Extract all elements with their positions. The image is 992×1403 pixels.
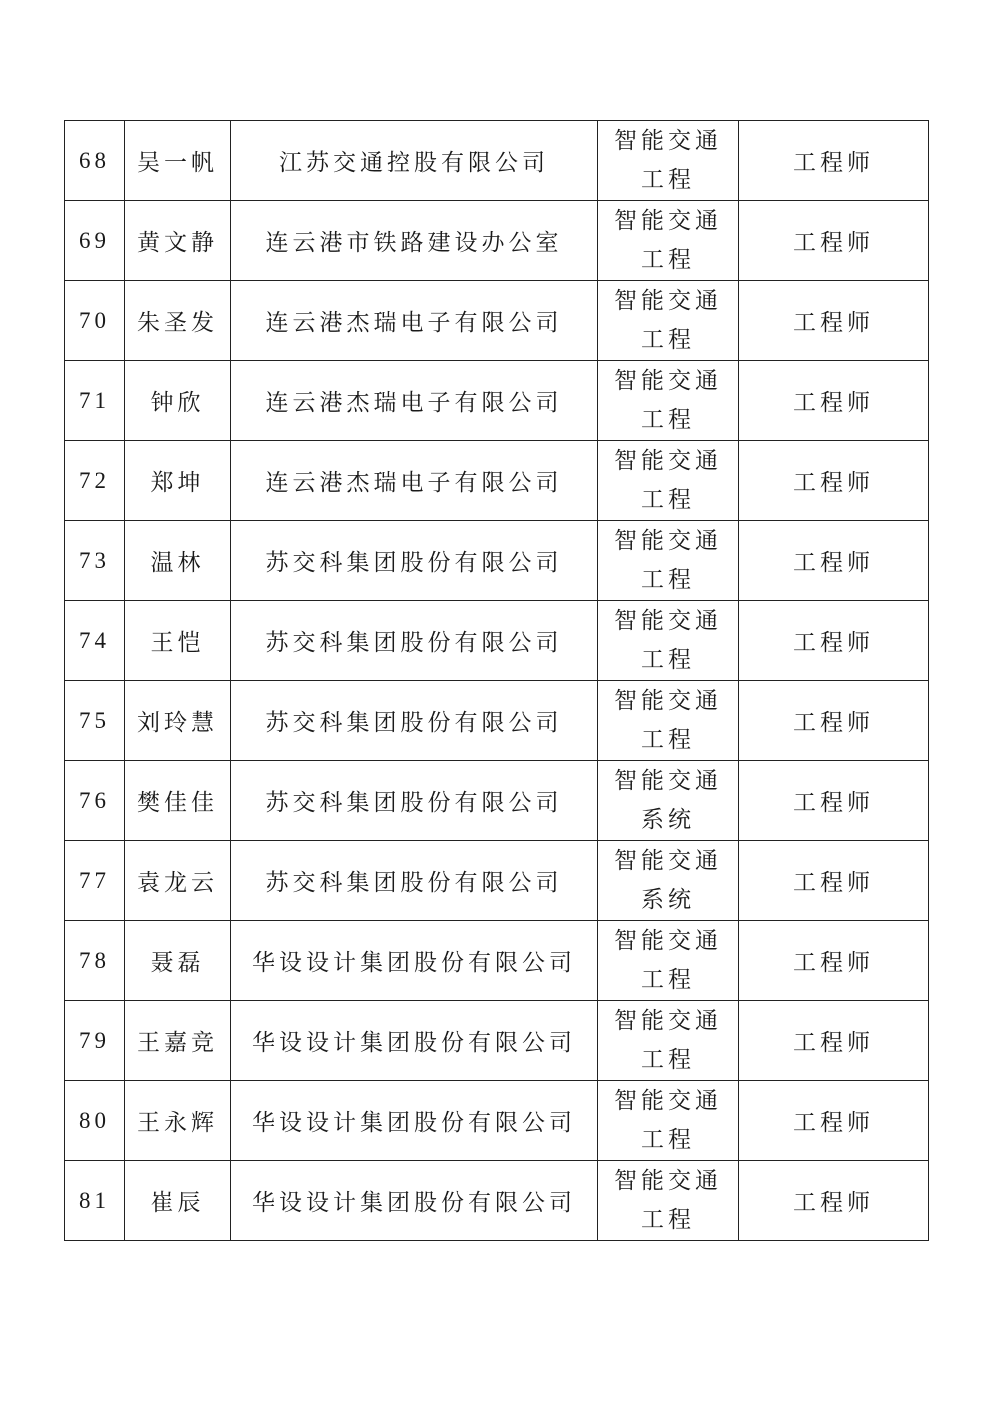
job-title: 工程师 [739,1001,929,1081]
row-number: 70 [65,281,125,361]
company-name: 苏交科集团股份有限公司 [231,681,598,761]
company-name: 华设设计集团股份有限公司 [231,1161,598,1241]
person-name: 郑坤 [125,441,231,521]
person-name: 樊佳佳 [125,761,231,841]
company-name: 苏交科集团股份有限公司 [231,841,598,921]
table-row [65,121,929,201]
major-line-1: 智能交通 [614,207,722,234]
job-title: 工程师 [739,201,929,281]
row-number: 78 [65,921,125,1001]
job-title: 工程师 [739,441,929,521]
person-name: 刘玲慧 [125,681,231,761]
major-line-1: 智能交通 [614,447,722,474]
major-line-2: 工程 [641,726,695,753]
row-number: 71 [65,361,125,441]
job-title: 工程师 [739,921,929,1001]
major-line-2: 工程 [641,646,695,673]
major-cell [598,681,739,761]
major-line-2: 工程 [641,326,695,353]
major-line-2: 系统 [641,886,695,913]
row-number: 73 [65,521,125,601]
major-line-2: 系统 [641,806,695,833]
major-cell [598,1081,739,1161]
major-line-1: 智能交通 [614,287,722,314]
company-name: 华设设计集团股份有限公司 [231,1001,598,1081]
major-line-2: 工程 [641,1206,695,1233]
table-row [65,281,929,361]
major-line-2: 工程 [641,1046,695,1073]
person-name: 王嘉竞 [125,1001,231,1081]
table-row [65,921,929,1001]
company-name: 苏交科集团股份有限公司 [231,601,598,681]
company-name: 连云港杰瑞电子有限公司 [231,441,598,521]
company-name: 华设设计集团股份有限公司 [231,1081,598,1161]
job-title: 工程师 [739,521,929,601]
company-name: 苏交科集团股份有限公司 [231,761,598,841]
company-name: 江苏交通控股有限公司 [231,121,598,201]
row-number: 76 [65,761,125,841]
major-cell [598,201,739,281]
major-cell [598,441,739,521]
table-row [65,361,929,441]
major-line-1: 智能交通 [614,1167,722,1194]
major-cell [598,121,739,201]
job-title: 工程师 [739,1081,929,1161]
row-number: 77 [65,841,125,921]
job-title: 工程师 [739,601,929,681]
person-name: 朱圣发 [125,281,231,361]
major-line-1: 智能交通 [614,687,722,714]
table-row [65,601,929,681]
major-line-2: 工程 [641,246,695,273]
major-line-2: 工程 [641,486,695,513]
major-cell [598,1161,739,1241]
major-line-2: 工程 [641,966,695,993]
row-number: 75 [65,681,125,761]
major-cell [598,921,739,1001]
major-line-1: 智能交通 [614,767,722,794]
job-title: 工程师 [739,121,929,201]
row-number: 80 [65,1081,125,1161]
major-line-1: 智能交通 [614,127,722,154]
row-number: 72 [65,441,125,521]
job-title: 工程师 [739,361,929,441]
major-line-1: 智能交通 [614,847,722,874]
company-name: 连云港杰瑞电子有限公司 [231,361,598,441]
person-name: 王恺 [125,601,231,681]
person-name: 温林 [125,521,231,601]
company-name: 连云港市铁路建设办公室 [231,201,598,281]
roster-table [64,120,929,1241]
table-row [65,1001,929,1081]
major-line-1: 智能交通 [614,367,722,394]
major-line-1: 智能交通 [614,927,722,954]
major-cell [598,841,739,921]
major-cell [598,521,739,601]
major-cell [598,281,739,361]
person-name: 吴一帆 [125,121,231,201]
person-name: 袁龙云 [125,841,231,921]
company-name: 连云港杰瑞电子有限公司 [231,281,598,361]
company-name: 华设设计集团股份有限公司 [231,921,598,1001]
major-cell [598,601,739,681]
table-row [65,201,929,281]
table-row [65,441,929,521]
job-title: 工程师 [739,1161,929,1241]
major-line-2: 工程 [641,1126,695,1153]
table-row [65,1081,929,1161]
row-number: 69 [65,201,125,281]
major-line-1: 智能交通 [614,1007,722,1034]
person-name: 聂磊 [125,921,231,1001]
major-cell [598,1001,739,1081]
person-name: 崔辰 [125,1161,231,1241]
job-title: 工程师 [739,281,929,361]
major-line-2: 工程 [641,166,695,193]
person-name: 王永辉 [125,1081,231,1161]
row-number: 79 [65,1001,125,1081]
major-line-2: 工程 [641,406,695,433]
table-row [65,841,929,921]
major-cell [598,761,739,841]
major-cell [598,361,739,441]
company-name: 苏交科集团股份有限公司 [231,521,598,601]
table-row [65,1161,929,1241]
row-number: 68 [65,121,125,201]
job-title: 工程师 [739,841,929,921]
table-row [65,681,929,761]
major-line-1: 智能交通 [614,607,722,634]
row-number: 81 [65,1161,125,1241]
roster-table-body [65,121,929,1241]
person-name: 黄文静 [125,201,231,281]
job-title: 工程师 [739,761,929,841]
table-row [65,761,929,841]
major-line-1: 智能交通 [614,1087,722,1114]
person-name: 钟欣 [125,361,231,441]
table-row [65,521,929,601]
row-number: 74 [65,601,125,681]
major-line-1: 智能交通 [614,527,722,554]
job-title: 工程师 [739,681,929,761]
major-line-2: 工程 [641,566,695,593]
